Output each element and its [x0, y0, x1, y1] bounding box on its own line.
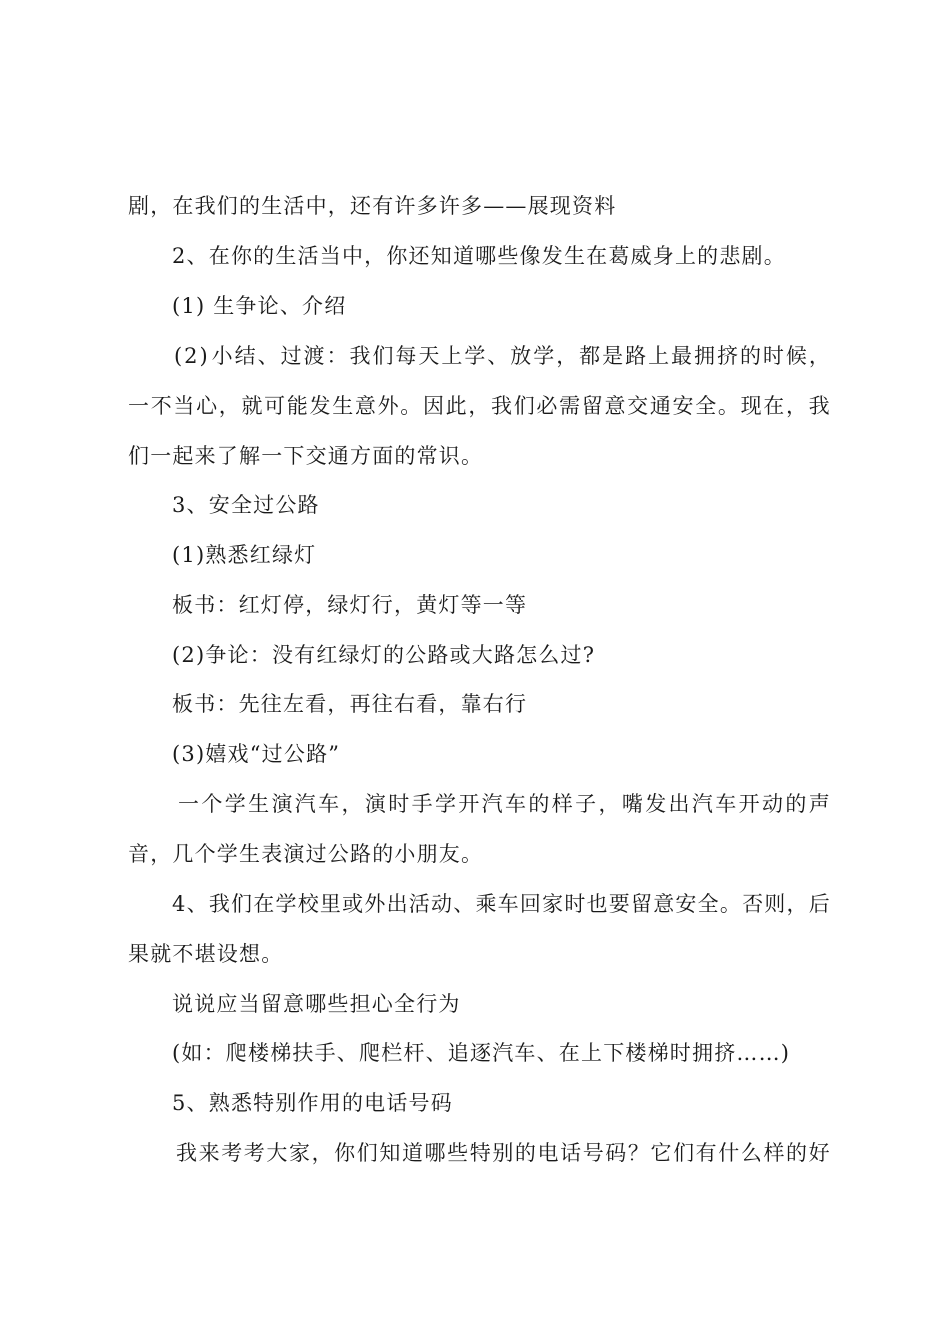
- text-line-19: 5、熟悉特别作用的电话号码: [172, 1091, 453, 1115]
- text-line-7: 3、安全过公路: [172, 493, 320, 517]
- text-line-11: 板书：先往左看，再往右看，靠右行: [172, 692, 528, 716]
- text-line-20: 我 来 考 考 大 家 ， 你 们 知 道 哪 些 特 别 的 电 话 号 码 ？ 它 们 有 什 么 样 的 好: [176, 1141, 830, 1165]
- text-line-1: 剧，在我们的生活中，还有许多许多——展现资料: [128, 194, 617, 218]
- text-line-12: (3)嬉戏“过公路”: [172, 742, 341, 766]
- text-line-13: 一 个 学 生 演 汽 车 ， 演 时 手 学 开 汽 车 的 样 子 ， 嘴 发 出 汽 车 开 动 的 声: [178, 792, 830, 816]
- text-line-17: 说说应当留意哪些担心全行为: [172, 992, 461, 1016]
- text-line-10: (2)争论：没有红绿灯的公路或大路怎么过?: [172, 643, 596, 667]
- text-line-3: (1) 生争论、介绍: [172, 294, 347, 318]
- text-line-15: 4 、 我 们 在 学 校 里 或 外 出 活 动 、 乘 车 回 家 时 也 要 留 意 安 全 。 否 则 ， 后: [172, 892, 830, 916]
- text-line-2: 2、在你的生活当中，你还知道哪些像发生在葛威身上的悲剧。: [172, 244, 786, 268]
- text-line-4: ( 2 ) 小 结 、 过 渡 ： 我 们 每 天 上 学 、 放 学 ， 都 是 路 上 最 拥 挤 的 时 候 ，: [174, 344, 830, 368]
- text-line-18: (如：爬楼梯扶手、爬栏杆、追逐汽车、在上下楼梯时拥挤……): [172, 1041, 791, 1065]
- text-line-14: 音，几个学生表演过公路的小朋友。: [128, 842, 484, 866]
- text-line-8: (1)熟悉红绿灯: [172, 543, 317, 567]
- text-line-9: 板书：红灯停，绿灯行，黄灯等一等: [172, 593, 528, 617]
- text-line-16: 果就不堪设想。: [128, 942, 284, 966]
- text-line-6: 们一起来了解一下交通方面的常识。: [128, 444, 484, 468]
- text-line-5: 一 不 当 心 ， 就 可 能 发 生 意 外 。 因 此 ， 我 们 必 需 留 意 交 通 安 全 。 现 在 ， 我: [128, 394, 830, 418]
